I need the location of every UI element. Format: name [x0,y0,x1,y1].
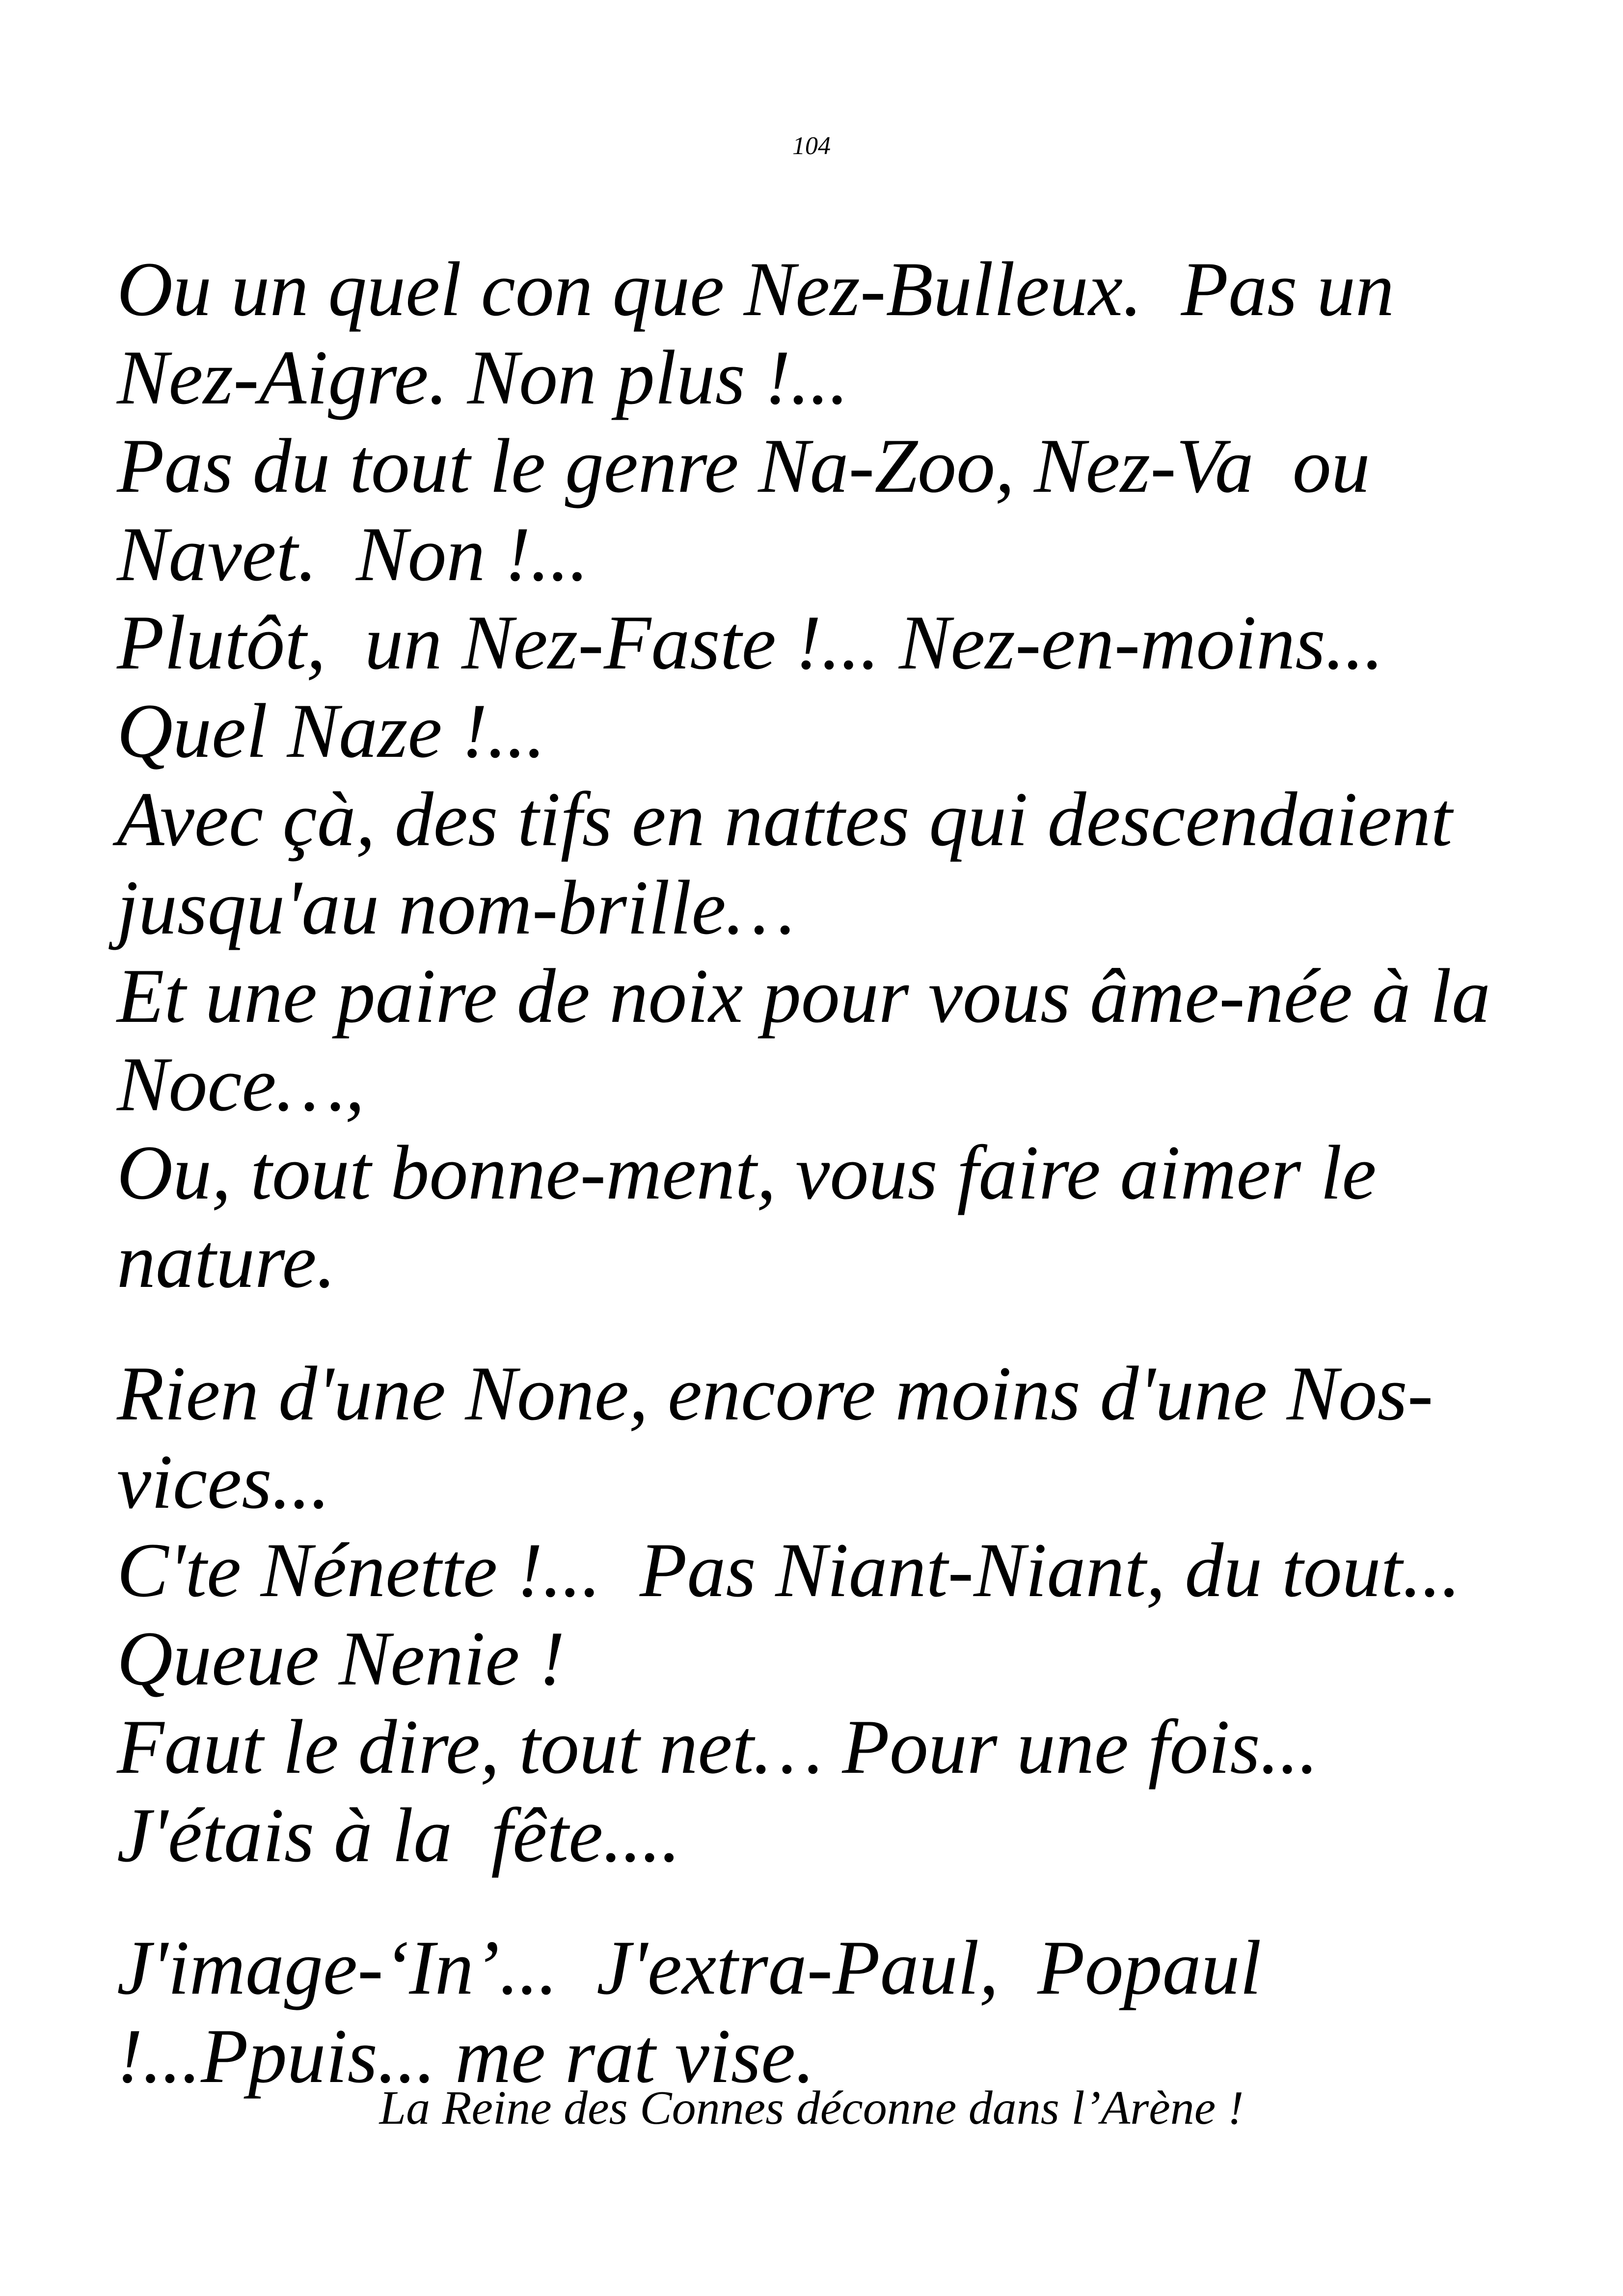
poem-line: Avec çà, des tifs en nattes qui descendaient [117,776,1453,862]
poem-line: J'image-‘In’... J'extra-Paul, Popaul [117,1925,1262,2011]
poem-line: J'étais à la fête.... [117,1792,681,1878]
poem-line: Nez-Aigre. Non plus !... [117,335,849,421]
poem-line: Ou un quel con que Nez-Bulleux. Pas un [117,246,1395,332]
poem-line: Navet. Non !... [117,511,589,597]
stanza-1 [117,245,1541,1306]
stanza-3 [117,1924,1541,2101]
poem-line: Pas du tout le genre Na-Zoo, Nez-Va ou [117,423,1370,509]
poem-line: C'te Nénette !... Pas Niant-Niant, du tout... [117,1527,1461,1613]
poem-line: Plutôt, un Nez-Faste !... Nez-en-moins... [117,600,1384,686]
poem-line: Rien d'une None, encore moins d'une Nos- [117,1351,1434,1437]
poem-line: Ou, tout bonne-ment, vous faire aimer le [117,1130,1377,1216]
poem-line: nature. [117,1218,336,1304]
poem-line: Noce…, [117,1041,365,1127]
poem-line: vices... [117,1439,330,1525]
footer-title: La Reine des Connes déconne dans l’Arène ! [379,2082,1244,2135]
poem-line: Queue Nenie ! [117,1616,565,1702]
poem-line: !...Ppuis... me rat vise. [117,2013,815,2099]
poem-line: Faut le dire, tout net… Pour une fois... [117,1704,1319,1790]
page-number: 104 [792,132,831,160]
poem-body [117,245,1541,2101]
stanza-2 [117,1350,1541,1880]
poem-line: jusqu'au nom-brille… [117,865,795,951]
poem-line: Et une paire de noix pour vous âme-née à la [117,953,1490,1039]
poem-line: Quel Naze !... [117,688,546,774]
